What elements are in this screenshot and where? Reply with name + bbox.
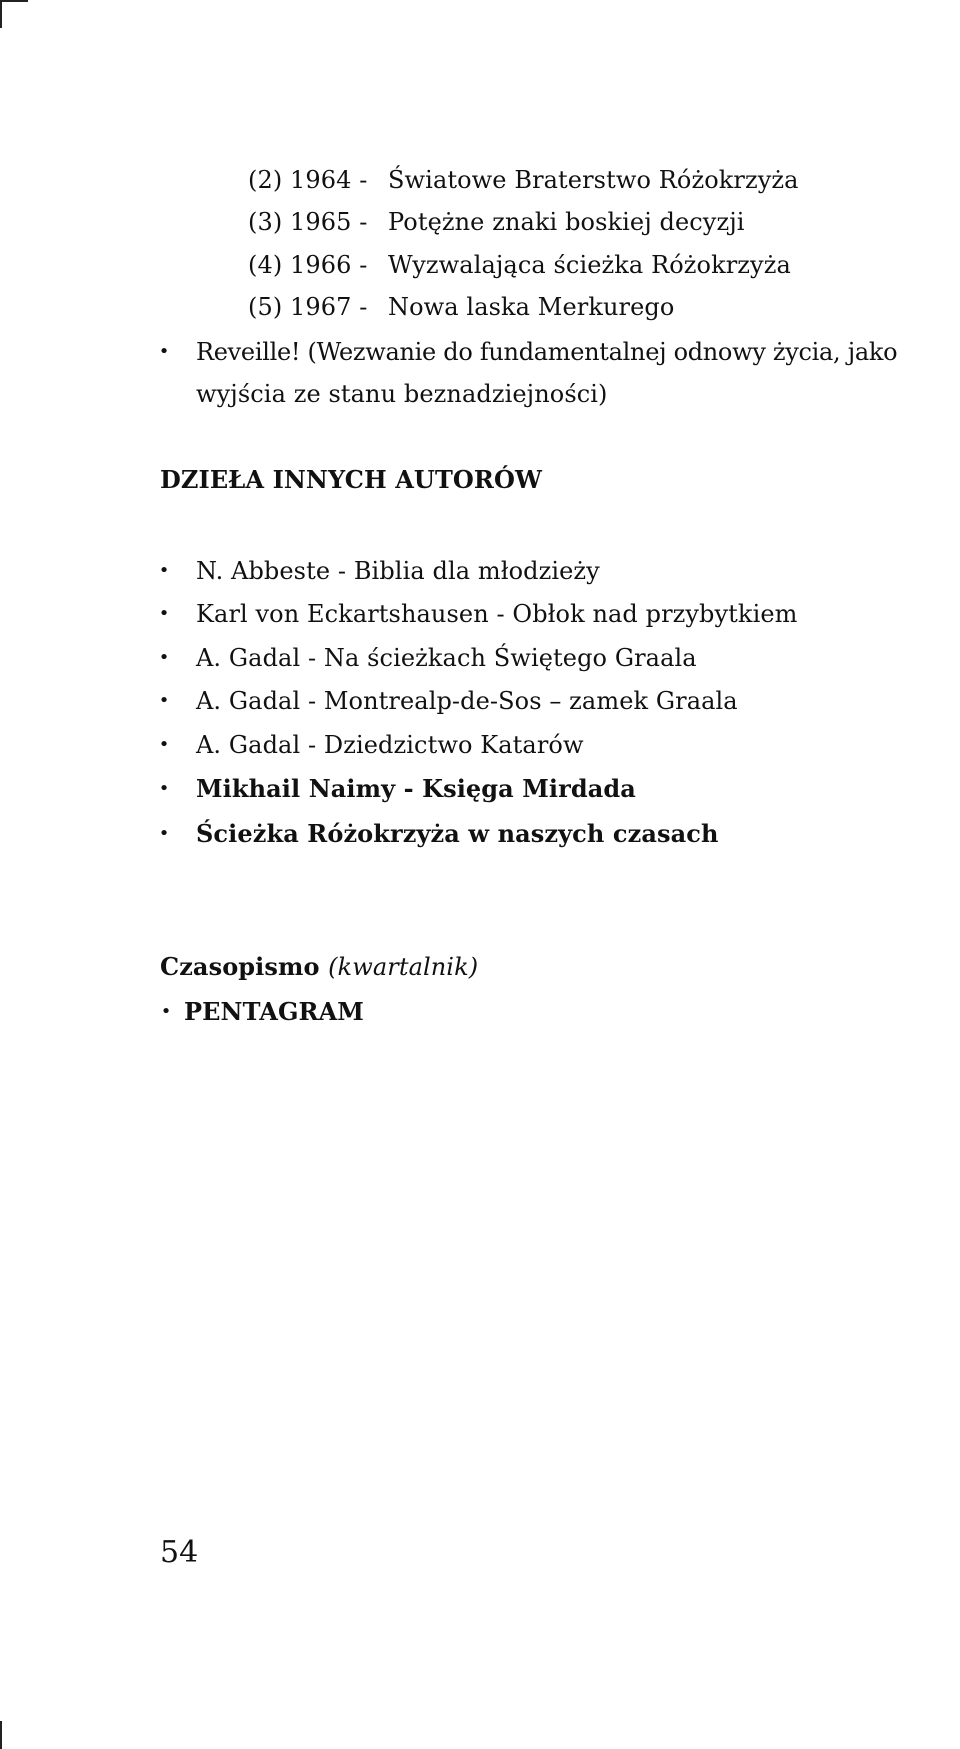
bullet: • [158,778,170,799]
bullet: • [158,690,170,711]
book-item: A. Gadal - Na ścieżkach Świętego Graala [196,644,697,672]
crop-mark-top-horizontal [0,0,28,2]
bullet: • [158,823,170,844]
bullet: • [158,734,170,755]
book-item: Karl von Eckartshausen - Obłok nad przybytkiem [196,600,798,628]
magazine-title: PENTAGRAM [184,997,364,1026]
reveille-line-1: Reveille! (Wezwanie do fundamentalnej odnowy życia, jako [196,338,898,366]
item-title: Nowa laska Merkurego [388,293,675,321]
bullet: • [158,560,170,581]
section-heading: DZIEŁA INNYCH AUTORÓW [160,465,543,494]
bullet: • [158,341,170,362]
item-number: (4) 1966 - [248,251,368,279]
magazine-heading [160,952,478,982]
magazine-label: Czasopismo [160,952,320,981]
book-item: A. Gadal - Dziedzictwo Katarów [196,731,584,759]
item-title: Potężne znaki boskiej decyzji [388,208,745,236]
item-title: Światowe Braterstwo Różokrzyża [388,166,799,194]
reveille-line-2: wyjścia ze stanu beznadziejności) [196,380,608,408]
book-item-bold: Mikhail Naimy - Księga Mirdada [196,774,636,803]
item-number: (5) 1967 - [248,293,368,321]
book-item-bold: Ścieżka Różokrzyża w naszych czasach [196,819,719,848]
crop-mark-bottom-vertical [0,1721,2,1749]
crop-mark-top-vertical [0,0,2,28]
numbered-item [248,292,674,322]
page-number: 54 [160,1535,199,1570]
bullet: • [158,603,170,624]
bullet: • [160,1001,172,1022]
item-number: (2) 1964 - [248,166,368,194]
numbered-item [248,207,745,237]
bullet: • [158,647,170,668]
numbered-item [248,250,791,280]
magazine-qualifier: (kwartalnik) [328,953,479,981]
numbered-item [248,165,799,195]
item-title: Wyzwalająca ścieżka Różokrzyża [388,251,791,279]
book-item: A. Gadal - Montrealp-de-Sos – zamek Graala [196,687,738,715]
book-item: N. Abbeste - Biblia dla młodzieży [196,557,600,585]
item-number: (3) 1965 - [248,208,368,236]
